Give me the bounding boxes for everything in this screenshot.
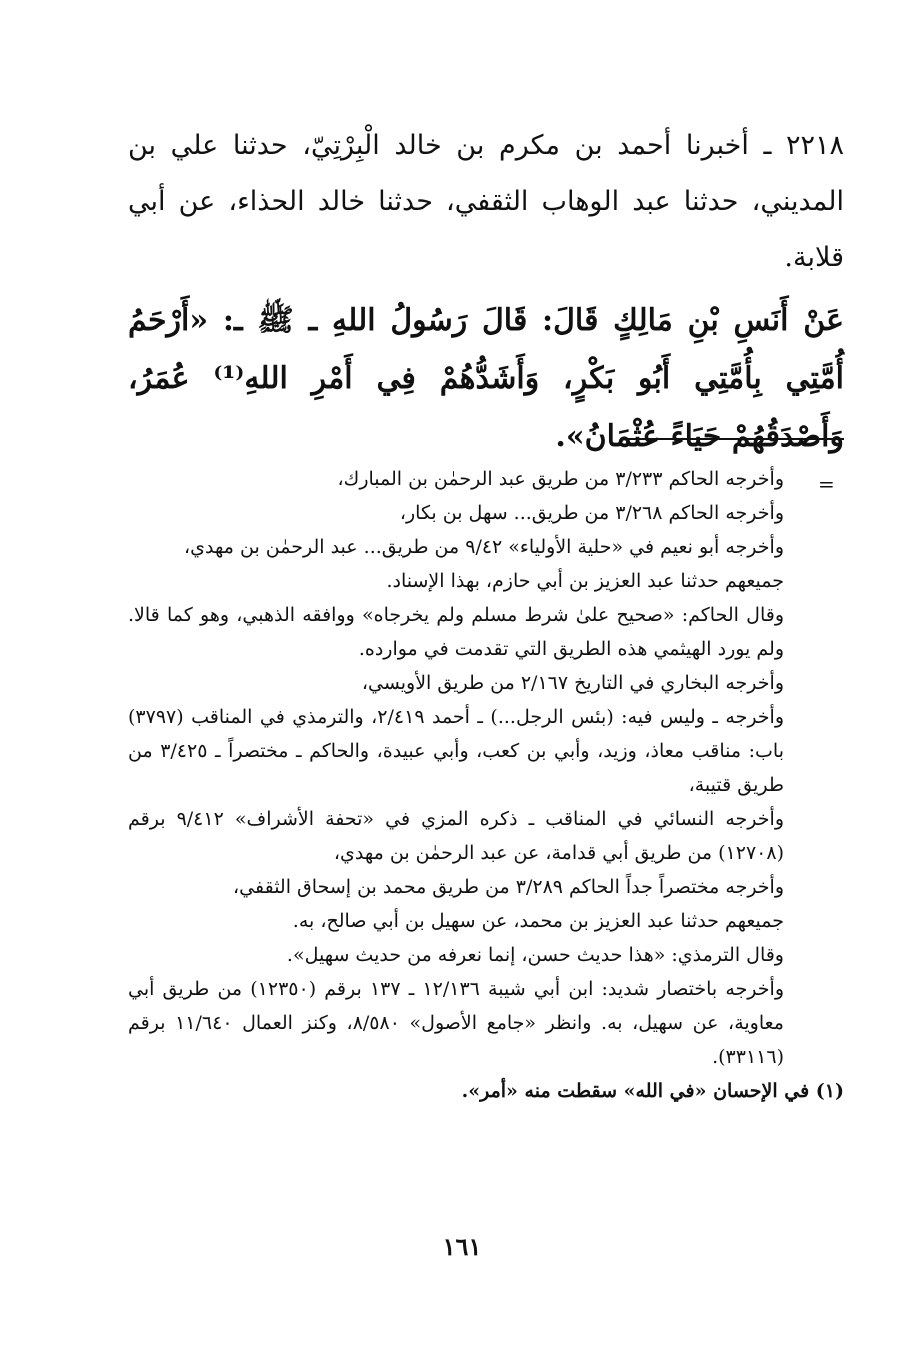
footnote-line: وأخرجه البخاري في التاريخ ٢/١٦٧ من طريق الأويسي، xyxy=(361,672,784,694)
footnote-line: وأخرجه النسائي في المناقب ـ ذكره المزي في «تحفة الأشراف» ٩/٤١٢ برقم (١٢٧٠٨) من طريق أبي قدامة، عن عبد الرحمٰن بن مهدي، xyxy=(128,808,784,864)
footnote-line: جميعهم حدثنا عبد العزيز بن أبي حازم، بهذا الإسناد. xyxy=(386,570,784,592)
hadith-matn-paragraph: عَنْ أَنَسِ بْنِ مَالِكٍ قَالَ: قَالَ رَسُولُ اللهِ ـ ﷺ ـ: «أَرْحَمُ أُمَّتِي بِأُمَّتِي أَبُو بَكْرٍ، وَأَشَدُّهُمْ فِي أَمْرِ اللهِ⁽¹⁾ عُمَرُ، وَأَصْدَقُهُمْ حَيَاءً عُثْمَانُ». xyxy=(128,303,844,454)
footnote-line: وقال الترمذي: «هذا حديث حسن، إنما نعرفه من حديث سهيل». xyxy=(286,944,784,966)
footnote-line: جميعهم حدثنا عبد العزيز بن محمد، عن سهيل بن أبي صالح، به. xyxy=(292,910,784,932)
footnote-line: وقال الحاكم: «صحيح علىٰ شرط مسلم ولم يخرجاه» ووافقه الذهبي، وهو كما قالا. ولم يورد الهيثمي هذه الطريق التي تقدمت في موارده. xyxy=(128,604,784,660)
footnote-separator xyxy=(628,438,844,440)
footnote-line: وأخرجه باختصار شديد: ابن أبي شيبة ١٢/١٣٦ ـ ١٣٧ برقم (١٢٣٥٠) من طريق أبي معاوية، عن سهيل، به. وانظر «جامع الأصول» ٨/٥٨٠، وكنز العمال ١١/٦٤٠ برقم (٣٣١١٦). xyxy=(128,978,784,1068)
footnote-line: وأخرجه ـ وليس فيه: (بئس الرجل...) ـ أحمد ٢/٤١٩، والترمذي في المناقب (٣٧٩٧) باب: مناقب معاذ، وزيد، وأبي بن كعب، وأبي عبيدة، والحاكم ـ مختصراً ـ ٣/٤٢٥ من طريق قتيبة، xyxy=(128,706,785,796)
footnote-line: وأخرجه مختصراً جداً الحاكم ٣/٢٨٩ من طريق محمد بن إسحاق الثقفي، xyxy=(233,876,784,898)
footnote-line: وأخرجه الحاكم ٣/٢٦٨ من طريق... سهل بن بكار، xyxy=(399,502,784,524)
footnotes-block xyxy=(128,462,844,1108)
page-number: ١٦١ xyxy=(442,1232,482,1261)
continuation-mark: = xyxy=(818,472,835,496)
footnote-one: (١) في الإحسان «في الله» سقطت منه «أمر». xyxy=(461,1080,844,1102)
footnote-line: وأخرجه الحاكم ٣/٢٣٣ من طريق عبد الرحمٰن بن المبارك، xyxy=(337,468,784,490)
hadith-isnad-paragraph: ٢٢١٨ ـ أخبرنا أحمد بن مكرم بن خالد الْبِرْتِيّ، حدثنا علي بن المديني، حدثنا عبد الوهاب الثقفي، حدثنا خالد الحذاء، عن أبي قلابة. xyxy=(128,130,844,273)
footnote-line: وأخرجه أبو نعيم في «حلية الأولياء» ٩/٤٢ من طريق... عبد الرحمٰن بن مهدي، xyxy=(184,536,784,558)
